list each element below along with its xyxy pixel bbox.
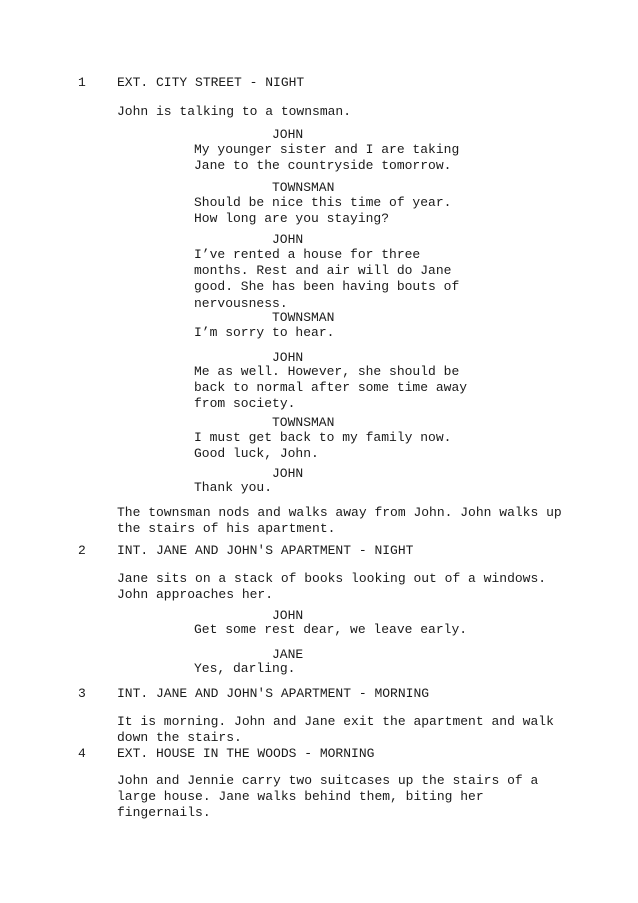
- dialogue-text: Thank you.: [194, 480, 273, 495]
- dialogue-text: I’m sorry to hear.: [194, 325, 335, 340]
- dialogue-text: Me as well. However, she should be back to normal after some time away from society.: [194, 364, 468, 412]
- scene-heading: EXT. HOUSE IN THE WOODS - MORNING: [117, 746, 375, 761]
- character-cue: JOHN: [272, 466, 304, 481]
- scene-number: 4: [78, 746, 86, 761]
- action-line: John and Jennie carry two suitcases up the stairs of a large house. Jane walks behind them, biting her fingernails.: [117, 773, 539, 821]
- dialogue-text: My younger sister and I are taking Jane to the countryside tomorrow.: [194, 142, 460, 174]
- scene-heading: INT. JANE AND JOHN'S APARTMENT - MORNING: [117, 686, 430, 701]
- action-line: Jane sits on a stack of books looking out of a windows. John approaches her.: [117, 571, 547, 603]
- dialogue-text: Get some rest dear, we leave early.: [194, 622, 468, 637]
- action-line: It is morning. John and Jane exit the apartment and walk down the stairs.: [117, 714, 554, 746]
- dialogue-text: I’ve rented a house for three months. Rest and air will do Jane good. She has been having bouts of nervousness.: [194, 247, 460, 311]
- dialogue-text: Yes, darling.: [194, 661, 296, 676]
- character-cue: JANE: [272, 647, 304, 662]
- scene-number: 3: [78, 686, 86, 701]
- scene-heading: EXT. CITY STREET - NIGHT: [117, 75, 305, 90]
- character-cue: TOWNSMAN: [272, 310, 335, 325]
- scene-number: 1: [78, 75, 86, 90]
- character-cue: JOHN: [272, 608, 304, 623]
- character-cue: TOWNSMAN: [272, 180, 335, 195]
- scene-heading: INT. JANE AND JOHN'S APARTMENT - NIGHT: [117, 543, 414, 558]
- action-line: John is talking to a townsman.: [117, 104, 352, 119]
- character-cue: JOHN: [272, 350, 304, 365]
- action-line: The townsman nods and walks away from John. John walks up the stairs of his apartment.: [117, 505, 562, 537]
- character-cue: TOWNSMAN: [272, 415, 335, 430]
- scene-number: 2: [78, 543, 86, 558]
- dialogue-text: Should be nice this time of year. How long are you staying?: [194, 195, 452, 227]
- character-cue: JOHN: [272, 232, 304, 247]
- character-cue: JOHN: [272, 127, 304, 142]
- dialogue-text: I must get back to my family now. Good luck, John.: [194, 430, 452, 462]
